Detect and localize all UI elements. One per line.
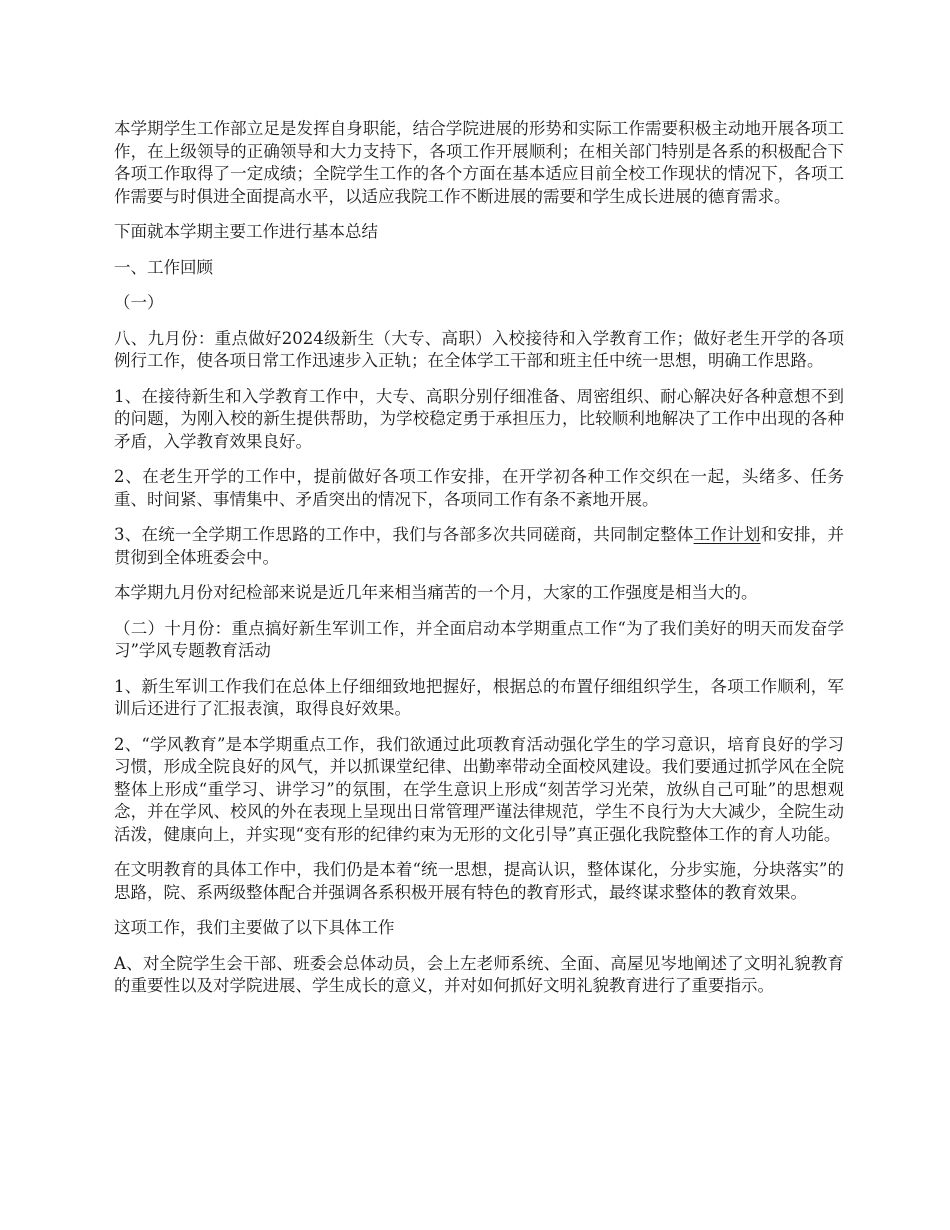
aug-sep-paragraph: 八、九月份：重点做好2024级新生（大专、高职）入校接待和入学教育工作；做好老生开学的各项例行工作，使各项日常工作迅速步入正轨；在全体学工干部和班主任中统一思想，明确工作思路。 [114, 328, 844, 370]
specific-work-lead: 这项工作，我们主要做了以下具体工作 [114, 918, 395, 937]
civility-education-paragraph: 在文明教育的具体工作中，我们仍是本着“统一思想，提高认识，整体谋化，分步实施，分块落实”的思路，院、系两级整体配合并强调各系积极开展有特色的教育形式，最终谋求整体的教育效果。 [114, 860, 844, 902]
item-2-paragraph: 2、在老生开学的工作中，提前做好各项工作安排，在开学初各种工作交织在一起，头绪多、任务重、时间紧、事情集中、矛盾突出的情况下，各项同工作有条不紊地开展。 [114, 467, 844, 509]
september-paragraph: 本学期九月份对纪检部来说是近几年来相当痛苦的一个月，大家的工作强度是相当大的。 [114, 583, 758, 602]
work-plan-link[interactable]: 工作计划 [693, 525, 761, 544]
october-heading: （二）十月份：重点搞好新生军训工作，并全面启动本学期重点工作“为了我们美好的明天而发奋学习”学风专题教育活动 [114, 618, 844, 660]
study-style-paragraph: 2、“学风教育”是本学期重点工作，我们欲通过此项教育活动强化学生的学习意识，培育良好的学习习惯，形成全院良好的风气，并以抓课堂纪律、出勤率带动全面校风建设。我们要通过抓学风在全院整体上形成“重学习、讲学习”的氛围，在学生意识上形成“刻苦学习光荣，放纵自己可耻”的思想观念，并在学风、校风的外在表现上呈现出日常管理严谨法律规范，学生不良行为大大减少，全院生动活泼，健康向上，并实现“变有形的纪律约束为无形的文化引导”真正强化我院整体工作的育人功能。 [114, 734, 844, 844]
section-heading-review: 一、工作回顾 [114, 257, 213, 277]
item-3-text-after: 和安排，并贯彻到全体班委会中。 [114, 525, 845, 567]
subsection-one-label: （一） [114, 293, 164, 312]
military-training-paragraph: 1、新生军训工作我们在总体上仔细细致地把握好，根据总的布置仔细组织学生，各项工作顺利，军训后还进行了汇报表演，取得良好效果。 [114, 676, 844, 718]
document-body [114, 118, 844, 1011]
intro-paragraph: 本学期学生工作部立足是发挥自身职能，结合学院进展的形势和实际工作需要积极主动地开展各项工作，在上级领导的正确领导和大力支持下，各项工作开展顺利；在相关部门特别是各系的积极配合下各项工作取得了一定成绩；全院学生工作的各个方面在基本适应目前全校工作现状的情况下，各项工作需要与时俱进全面提高水平，以适应我院工作不断进展的需要和学生成长进展的德育需求。 [114, 119, 844, 206]
summary-lead: 下面就本学期主要工作进行基本总结 [114, 222, 378, 241]
item-a-paragraph: A、对全院学生会干部、班委会总体动员，会上左老师系统、全面、高屋见岑地阐述了文明礼貌教育的重要性以及对学院进展、学生成长的意义，并对如何抓好文明礼貌教育进行了重要指示。 [114, 953, 844, 995]
item-3-text-before: 3、在统一全学期工作思路的工作中，我们与各部多次共同磋商，共同制定整体 [114, 525, 694, 544]
item-3-paragraph [114, 524, 844, 569]
item-1-paragraph: 1、在接待新生和入学教育工作中，大专、高职分别仔细准备、周密组织、耐心解决好各种意想不到的问题，为刚入校的新生提供帮助，为学校稳定勇于承担压力，比较顺利地解决了工作中出现的各种矛盾，入学教育效果良好。 [114, 386, 844, 451]
